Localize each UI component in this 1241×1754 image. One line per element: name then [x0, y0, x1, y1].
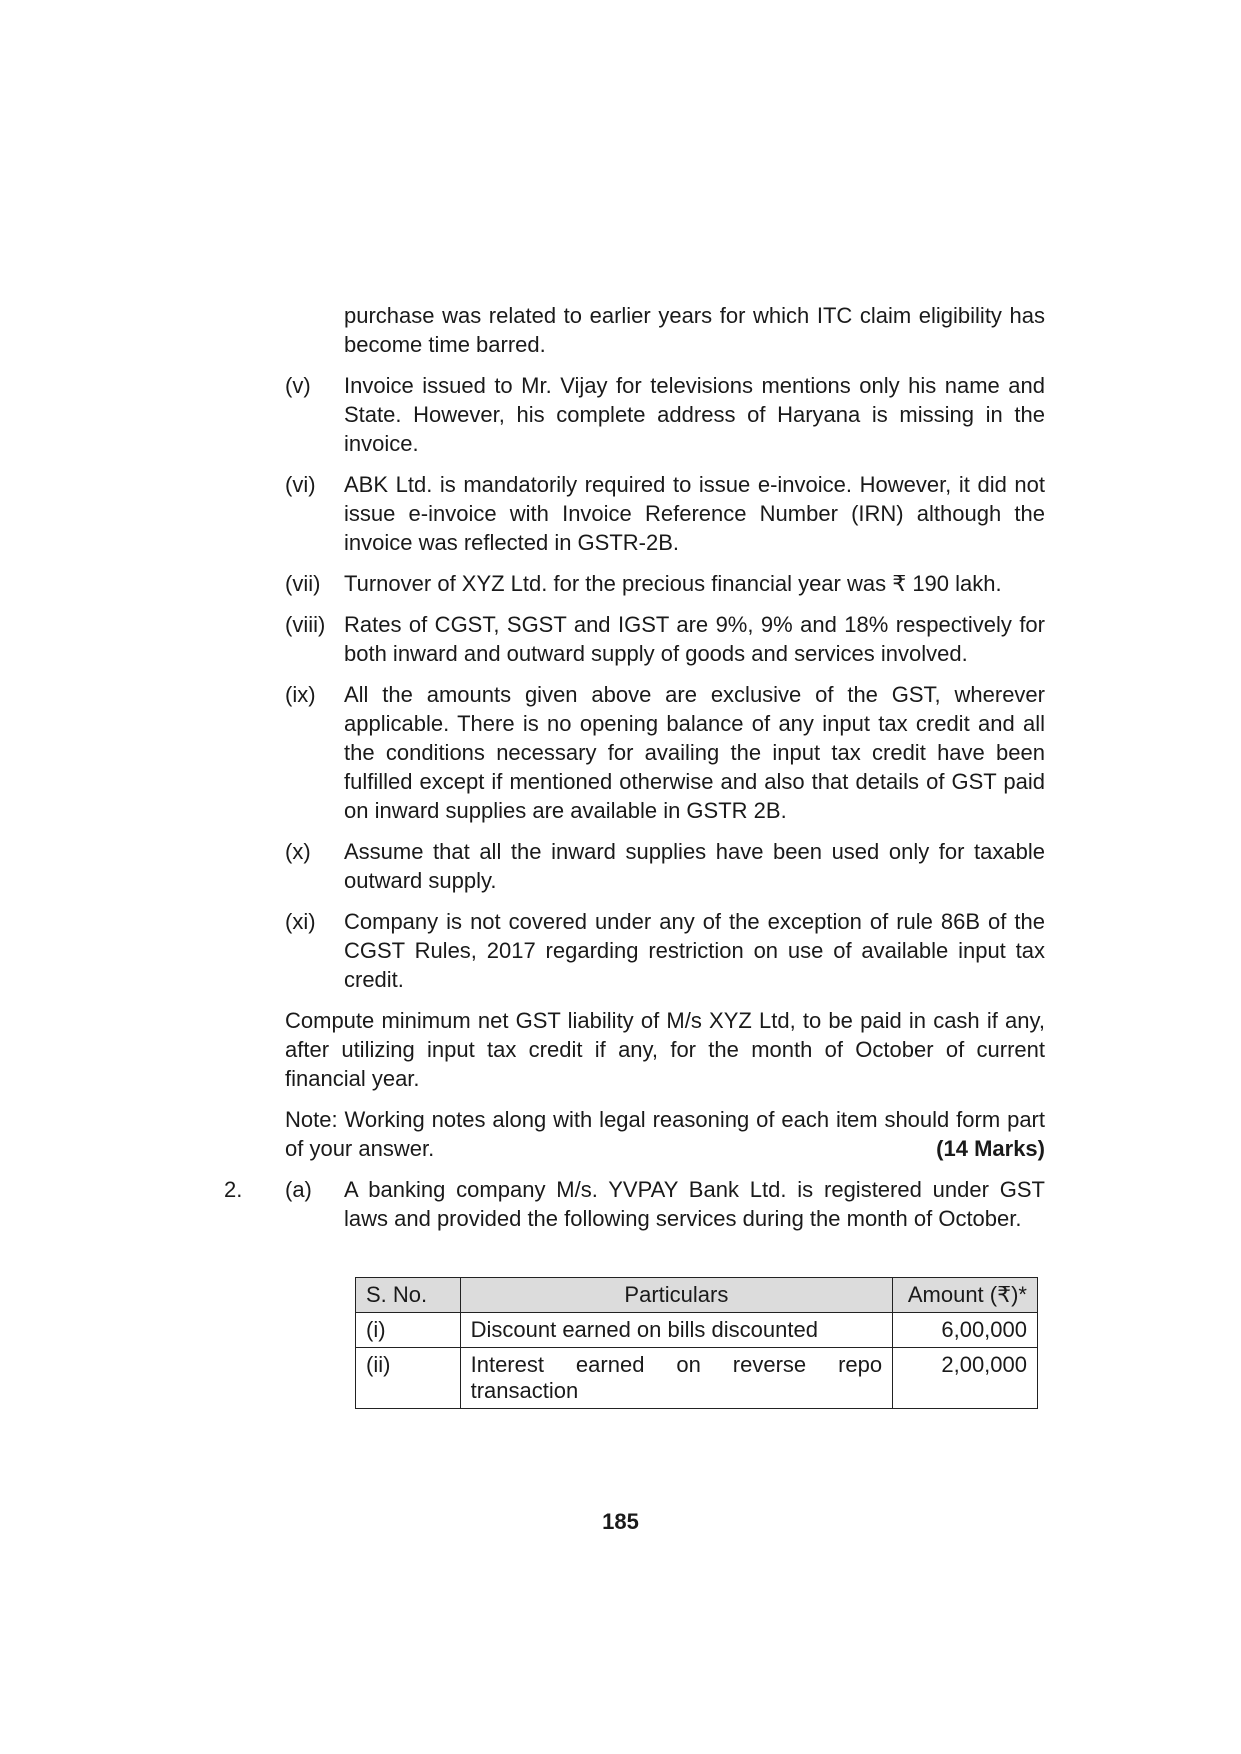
list-item-ix — [285, 680, 1045, 825]
item-number: (ix) — [285, 682, 316, 707]
continuation-paragraph: purchase was related to earlier years for which ITC claim eligibility has become time barred. — [344, 303, 1045, 357]
list-item-xi — [285, 907, 1045, 994]
cell-particulars: Discount earned on bills discounted — [460, 1313, 893, 1348]
cell-amount: 2,00,000 — [893, 1348, 1038, 1409]
marks-label: (14 Marks) — [936, 1136, 1045, 1161]
item-number: (vii) — [285, 571, 321, 596]
note-text — [285, 1105, 1045, 1163]
item-text: All the amounts given above are exclusive of the GST, wherever applicable. There is no opening balance of any input tax credit and all the conditions necessary for availing the input tax credit have been fulfilled except if mentioned otherwise and also that details of GST paid on inward supplies are available in GSTR 2B. — [344, 682, 1045, 823]
note-block — [285, 1105, 1045, 1163]
item-text: Company is not covered under any of the exception of rule 86B of the CGST Rules, 2017 regarding restriction on use of available input tax credit. — [344, 909, 1045, 992]
note-content: Note: Working notes along with legal reasoning of each item should form part of your answer. — [285, 1107, 1045, 1161]
question-text: A banking company M/s. YVPAY Bank Ltd. is registered under GST laws and provided the following services during the month of October. — [344, 1177, 1045, 1231]
item-text: Invoice issued to Mr. Vijay for televisions mentions only his name and State. However, his complete address of Haryana is missing in the invoice. — [344, 373, 1045, 456]
table-row — [356, 1348, 1038, 1409]
header-amount: Amount (₹)* — [893, 1278, 1038, 1313]
item-text: Rates of CGST, SGST and IGST are 9%, 9% and 18% respectively for both inward and outward supply of goods and services involved. — [344, 612, 1045, 666]
question-2a — [224, 1175, 1045, 1233]
list-item-vi — [285, 470, 1045, 557]
table-row — [356, 1313, 1038, 1348]
item-number: (viii) — [285, 612, 326, 637]
services-table — [355, 1277, 1038, 1409]
table-header-row — [356, 1278, 1038, 1313]
particulars-line-1: Interest earned on reverse repo — [470, 1352, 883, 1377]
main-content — [224, 301, 1045, 1233]
header-particulars: Particulars — [460, 1278, 893, 1313]
compute-instruction: Compute minimum net GST liability of M/s XYZ Ltd, to be paid in cash if any, after utilizing input tax credit if any, for the month of October of current financial year. — [285, 1008, 1045, 1091]
list-item-x — [285, 837, 1045, 895]
particulars-line-2: transaction — [470, 1378, 579, 1403]
item-number: (xi) — [285, 909, 316, 934]
item-number: (x) — [285, 839, 311, 864]
item-text: Assume that all the inward supplies have been used only for taxable outward supply. — [344, 839, 1045, 893]
list-item-viii — [285, 610, 1045, 668]
item-number: (v) — [285, 373, 311, 398]
question-number: 2. — [224, 1177, 243, 1202]
list-item-vii — [285, 569, 1045, 598]
question-sub-label: (a) — [285, 1177, 312, 1202]
cell-amount: 6,00,000 — [893, 1313, 1038, 1348]
cell-sno: (i) — [356, 1313, 461, 1348]
cell-particulars — [460, 1348, 893, 1409]
item-text: Turnover of XYZ Ltd. for the precious financial year was ₹ 190 lakh. — [344, 571, 1002, 596]
item-number: (vi) — [285, 472, 316, 497]
page-number: 185 — [602, 1509, 639, 1534]
item-text: ABK Ltd. is mandatorily required to issue e-invoice. However, it did not issue e-invoice with Invoice Reference Number (IRN) although the invoice was reflected in GSTR-2B. — [344, 472, 1045, 555]
cell-sno: (ii) — [356, 1348, 461, 1409]
header-sno: S. No. — [356, 1278, 461, 1313]
list-item-v — [285, 371, 1045, 458]
